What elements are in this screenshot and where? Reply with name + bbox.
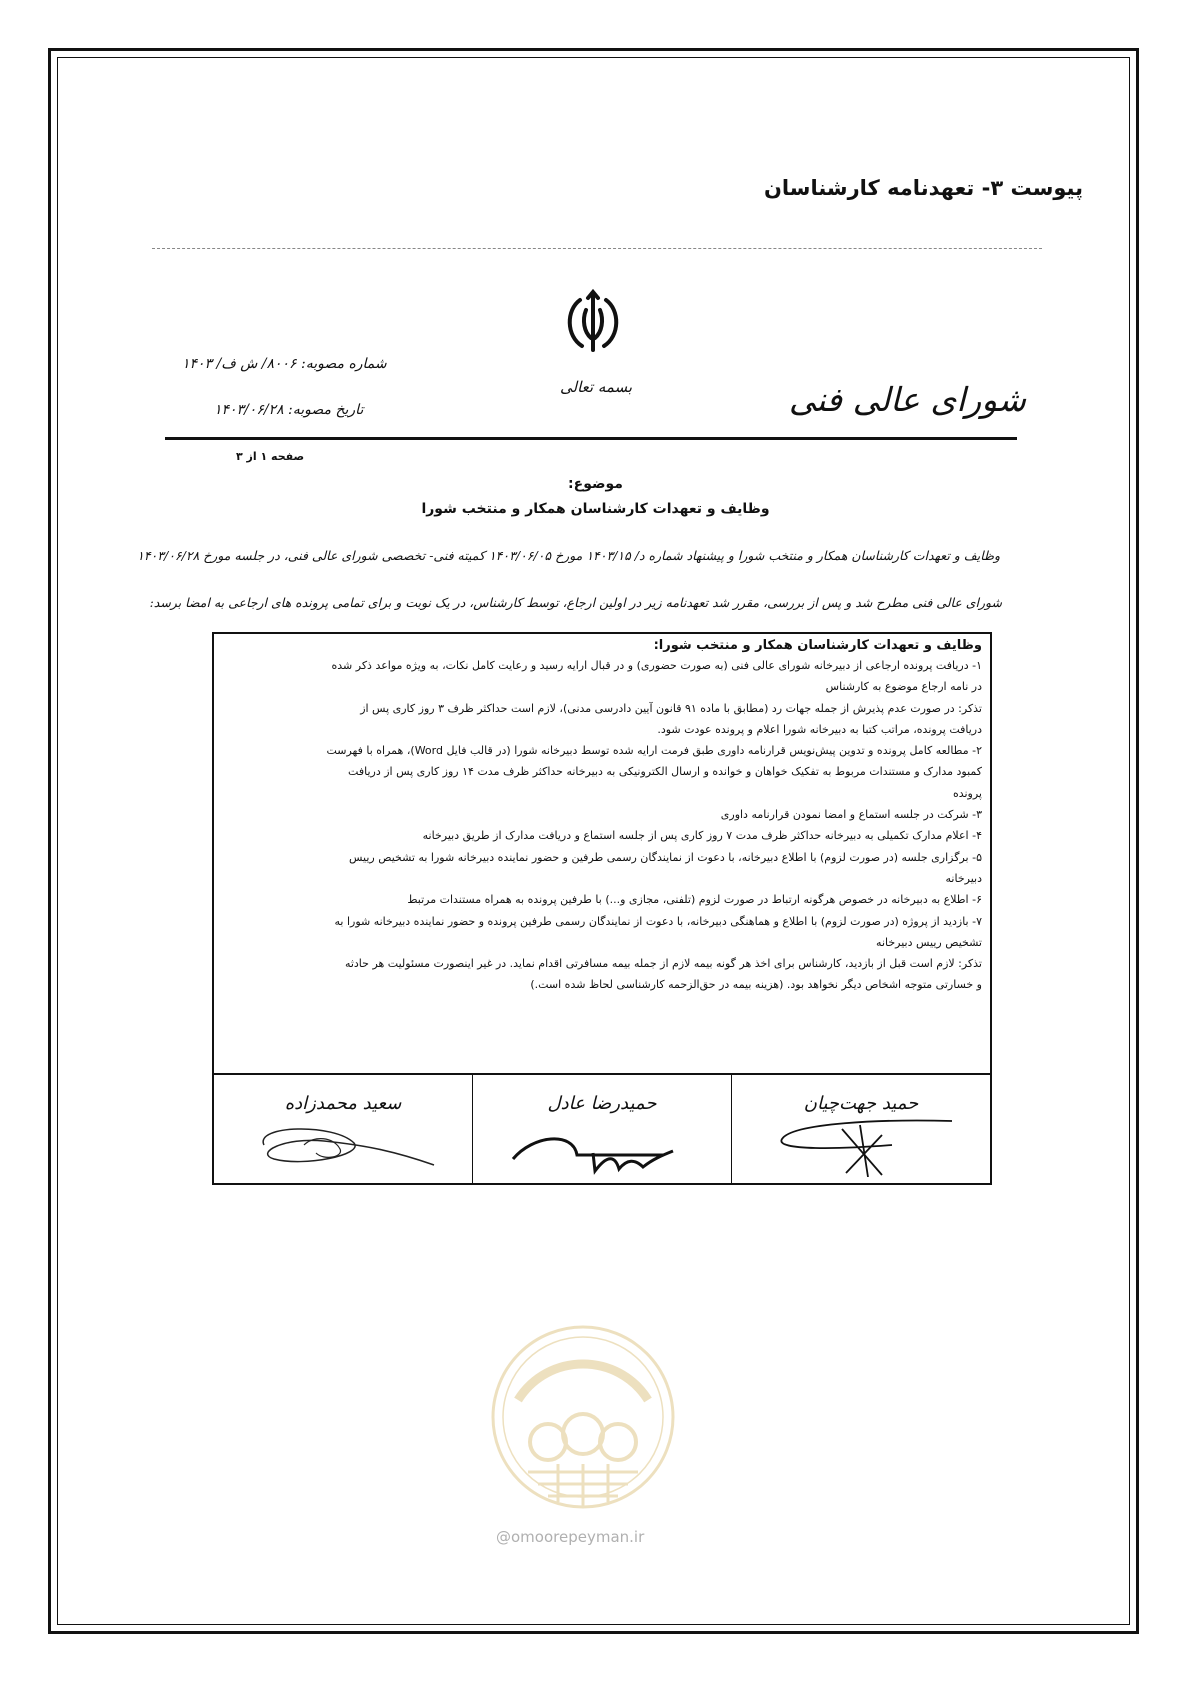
- appendix-title: پیوست ۳- تعهدنامه کارشناسان: [764, 176, 1083, 200]
- council-name-logotype: شورای عالی فنی: [788, 380, 1026, 419]
- signature-cell-right: [731, 1075, 990, 1183]
- handwritten-signature-icon: [244, 1115, 444, 1177]
- page-count: صفحه ۱ از ۳: [236, 450, 305, 463]
- duty-line: دریافت پرونده، مراتب کتبا به دبیرخانه شورا اعلام و پرونده عودت شود.: [657, 722, 982, 736]
- duty-line: کمبود مدارک و مستندات مربوط به تفکیک خواهان و خوانده و ارسال الکترونیکی به دبیرخانه حداکثر ظرف مدت ۱۴ روز کاری پس از دریافت: [348, 765, 982, 779]
- handwritten-signature-icon: [762, 1115, 962, 1177]
- signature-table: [212, 1075, 992, 1185]
- letterhead-divider: [165, 437, 1017, 440]
- approval-number: شماره مصوبه: ۸۰۰۶/ ش ف/ ۱۴۰۳: [182, 356, 387, 372]
- duty-line: تذکر: لازم است قبل از بازدید، کارشناس برای اخذ هر گونه بیمه لازم از جمله بیمه مسافرتی اقدام نماید. در غیر اینصورت مسئولیت هر حادثه: [344, 957, 982, 971]
- iran-emblem-icon: [558, 288, 628, 358]
- duty-line: ۲- مطالعه کامل پرونده و تدوین پیش‌نویس قرارنامه داوری طبق فرمت ارایه شده توسط دبیرخانه شورا (در قالب فایل Word)، همراه با فهرست: [326, 744, 982, 758]
- duty-line: پرونده: [952, 786, 982, 800]
- handwritten-signature-icon: [503, 1115, 703, 1177]
- duty-line: تذکر: در صورت عدم پذیرش از جمله جهات رد (مطابق با ماده ۹۱ قانون آیین دادرسی مدنی)، لازم است حداکثر ظرف ۳ روز کاری پس از: [360, 701, 982, 715]
- signatory-name: حمیدرضا عادل: [547, 1093, 657, 1114]
- duties-box: [212, 632, 992, 1075]
- watermark-logo-icon: [488, 1322, 678, 1512]
- duty-line: ۱- دریافت پرونده ارجاعی از دبیرخانه شورای عالی فنی (به صورت حضوری) و در قبال ارایه رسید و رعایت کامل نکات، به ویژه مواعد ذکر شده: [331, 659, 982, 672]
- duty-line: در نامه ارجاع موضوع به کارشناس: [825, 680, 982, 694]
- signature-cell-left: [214, 1075, 472, 1183]
- duty-line: و خسارتی متوجه اشخاص دیگر نخواهد بود. (هزینه بیمه در حق‌الزحمه کارشناسی لحاظ شده است.): [530, 978, 982, 992]
- duty-line: دبیرخانه: [945, 871, 982, 885]
- signature-cell-middle: [472, 1075, 731, 1183]
- duty-line: ۴- اعلام مدارک تکمیلی به دبیرخانه حداکثر ظرف مدت ۷ روز کاری پس از جلسه استماع و دریافت مدارک از طریق دبیرخانه: [422, 829, 982, 843]
- scan-edge-line: [152, 248, 1042, 249]
- approval-date: تاریخ مصوبه: ۱۴۰۳/۰۶/۲۸: [214, 402, 364, 418]
- duty-line: ۵- برگزاری جلسه (در صورت لزوم) با اطلاع دبیرخانه، با دعوت از نمایندگان رسمی طرفین و حضور نماینده دبیرخانه شورا به تشخیص رییس: [349, 850, 982, 864]
- intro-line-1: وظایف و تعهدات کارشناسان همکار و منتخب شورا و پیشنهاد شماره د/ ۱۴۰۳/۱۵ مورخ ۱۴۰۳/۰۶/۰۵ کمیته فنی- تخصصی شورای عالی فنی، در جلسه مورخ ۱۴۰۳/۰۶/۲۸: [137, 548, 1000, 563]
- subject-title: وظایف و تعهدات کارشناسان همکار و منتخب شورا: [421, 501, 770, 517]
- duty-line: ۷- بازدید از پروژه (در صورت لزوم) با اطلاع و هماهنگی دبیرخانه، با دعوت از نمایندگان رسمی طرفین پرونده و حضور نماینده دبیرخانه شورا به: [334, 914, 982, 928]
- duties-heading: وظایف و تعهدات کارشناسان همکار و منتخب شورا:: [653, 638, 982, 653]
- signatory-name: سعید محمدزاده: [284, 1093, 402, 1114]
- signatory-name: حمید جهت‌چیان: [803, 1093, 919, 1114]
- duty-line: ۳- شرکت در جلسه استماع و امضا نمودن قرارنامه داوری: [720, 808, 982, 822]
- subject-label: موضوع:: [568, 476, 623, 492]
- intro-line-2: شورای عالی فنی مطرح شد و پس از بررسی، مقرر شد تعهدنامه زیر در اولین ارجاع، توسط کارشناس، در یک نوبت و برای تمامی پرونده های ارجاعی به امضا برسد:: [149, 595, 1002, 610]
- basmala-header: بسمه تعالی: [560, 378, 633, 396]
- duty-line: ۶- اطلاع به دبیرخانه در خصوص هرگونه ارتباط در صورت لزوم (تلفنی، مجازی و...) با طرفین پرونده به همراه مستندات مرتبط: [407, 893, 982, 907]
- duty-line: تشخیص رییس دبیرخانه: [876, 935, 982, 949]
- watermark-url: @omoorepeyman.ir: [496, 1528, 645, 1546]
